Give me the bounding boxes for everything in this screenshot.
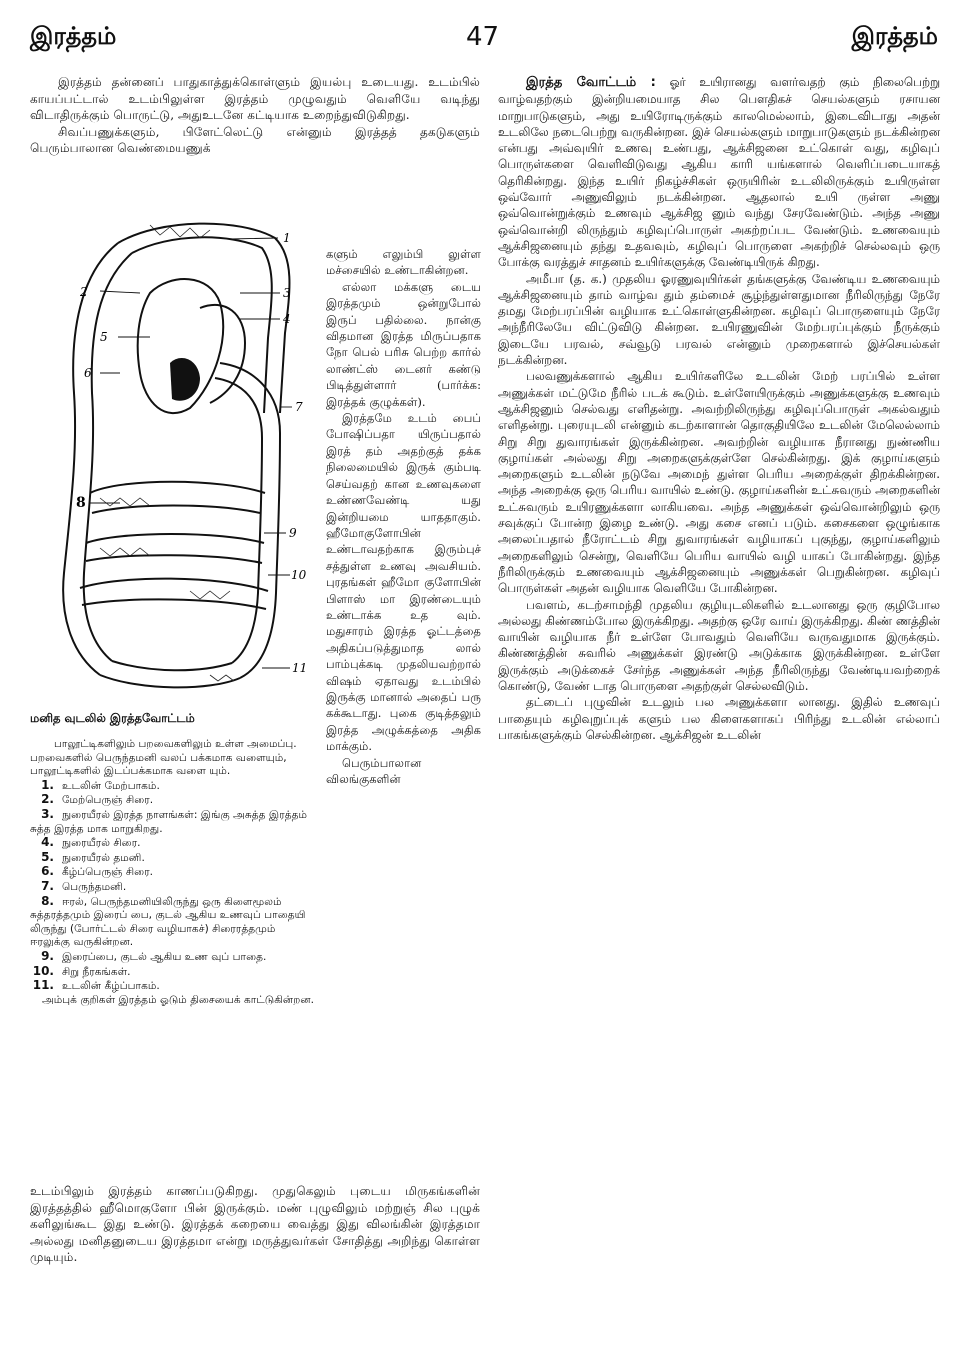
left-column-bottom [30, 1183, 480, 1266]
paragraph-text: ஓர் உயிரானது வளர்வதற் கும் நிலைபெற்று வாழ்வதற்கும் இன்றியமையாத சில பௌதிகச் செயல்களும் ரசாயன மாறுபாடுகளும், அது உயிரோடிருக்கும் காலமெல்லாம், இடைவிடாது அதன் உடலிலே நடைபெற்று வருகின்றன. இச் செயல்களும் மாறுபாடுகளும் நடக்கின்றன என்பது அவ்வுயிர் உணவு உண்பது, ஆக்சிஜனை உட்கொள் வது, கழிவுப் பொருள்களை வெளிவிடுவது ஆகிய காரி யங்களால் வெளிப்படையாகத் தெரிகின்றது. இந்த உயிர் நிகழ்ச்சிகள் ஒருயிரின் உடலிலிருக்கும் உயிருள்ள ஒவ்வோர் அணுவிலும் நடக்கின்றன. ஆதலால் உயி ருள்ள அணு ஒவ்வொன்றுக்கும் உணவும் ஆக்சிஜ னும் வந்து சேரவேண்டும். அந்த அணு ஒவ்வொன்றி லிருந்தும் கழிவுப்பொருள் அகற்றப்பட வேண்டும். உணவையும் ஆக்சிஜனையும் தந்து உதவவும், கழிவுப் பொருளை அகற்றிச் செல்லவும் ஒரு போக்கு வரத்துச் சாதனம் உயிர்களுக்கு வேண்டியிருக் கிறது. [498, 75, 941, 270]
liver-loop-bottom [92, 506, 260, 514]
lower-body-loop-inner [112, 661, 232, 670]
paragraph: சிவப்பணுக்களும், பிளேட்லெட்டு என்னும் இரத்தத் தகடுகளும் பெரும்பாலான வெண்மையணுக் [30, 124, 480, 156]
fig-label-1: 1 [283, 231, 291, 245]
fig-label-3: 3 [283, 286, 291, 300]
fig-label-10: 10 [291, 568, 307, 582]
paragraph: களும் எலும்பி லுள்ள மச்சையில் உண்டாகின்றன. [326, 247, 481, 278]
left-column-intro [30, 74, 480, 157]
legend-item [30, 865, 318, 880]
paragraph: இரத்தமே உடம் பைப் போஷிப்பதா யிருப்பதால் இரத் தம் அதற்குத் தக்க நிலைமையில் இருக் கும்படி செய்வதற் கான உணவுகளை உண்ணவேண்டி யது இன்றியமை யாததாகும். ஹீமோகுளோபின் உண்டாவதற்காக இரும்புச் சத்துள்ள உணவு அவசியம். புரதங்கள் ஹீமோ குளோபின் பிளாஸ் மா இரண்டையும் உண்டாக்க உத வும். மதுசாரம் இரத்த ஓட்டத்தை அதிகப்படுத்துமாத லால் பாம்புக்கடி முதலியவற்றால் விஷம் ஏதாவது உடம்பில் இருக்கு மானால் அதைப் பரு கக்கூடாது. புகை குடித்தலும் இரத்த அழுக்கத்தை அதிக மாக்கும். [326, 411, 481, 754]
legend-num: 2. [41, 792, 54, 807]
legend-num: 3. [41, 806, 54, 821]
running-head-right: இரத்தம் [851, 22, 938, 50]
legend-text: பெருந்தமனி. [62, 880, 127, 893]
legend-text: நுரையீரல் சிரை. [62, 837, 141, 850]
fig-label-6: 6 [84, 366, 92, 380]
legend-text: ஈரல், பெருந்தமனியிலிருந்து ஒரு கிளைமூலம் சுத்தரத்தமும் இரைப் பை, குடல் ஆகிய உணவுப் பாதையி லிருந்து (போர்ட்டல் சிரை வழியாகச்) சிரைரத்தமும் ஈரலுக்கு வருகின்றன. [30, 895, 306, 949]
legend-list [30, 779, 318, 994]
legend-item [30, 965, 318, 980]
legend-num: 11. [32, 978, 54, 993]
capillary-upper [150, 225, 210, 238]
legend-num: 9. [41, 948, 54, 963]
paragraph: இரத்தம் தன்னைப் பாதுகாத்துக்கொள்ளும் இயல்பு உடையது. உடம்பில் காயப்பட்டால் உடம்பிலுள்ள இரத்தம் முழுவதும் வெளியே வடிந்து விடாதிருக்கும் பொருட்டு, அதுஉடனே கட்டியாக உறைந்துவிடுகிறது. [30, 75, 480, 123]
fig-label-9: 9 [289, 526, 297, 540]
left-column-wrap [326, 246, 481, 787]
intestine-loop-top [86, 534, 264, 543]
legend-item [30, 793, 318, 808]
vessel-upper-inner [132, 237, 272, 413]
fig-label-5: 5 [100, 330, 108, 344]
paragraph: அமீபா (த. க.) முதலிய ஓரணுவுயிர்கள் தங்களுக்கு வேண்டிய உணவையும் ஆக்சிஜனையும் தாம் வாழ்வ தும் தம்மைச் சூழ்ந்துள்ளதுமான நீரிலிருந்து நேரே தமது மேற்பரப்பின் வழியாக உட்கொள்ளுகின்றன. கழிவுப் பொருளையும் நேரே அந்நீரிலேயே விட்டுவிடு கின்றன. உயிரணுவின் மேற்பரப்புக்கும் நீருக்கும் இடையே பரவல், சவ்வூடு பரவல் என்னும் முறைகளால் இச்செயல்கள் நடக்கின்றன. [498, 271, 940, 368]
fig-label-4: 4 [283, 312, 291, 326]
liver-loop-top [90, 482, 265, 493]
legend-num: 8. [41, 893, 54, 908]
lower-body-loop [100, 675, 240, 687]
legend-item [30, 851, 318, 866]
figure-caption: மனித வுடலில் இரத்தவோட்டம் [30, 711, 195, 725]
legend-text: கீழ்ப்பெருஞ் சிரை. [62, 866, 154, 879]
fig-label-7: 7 [295, 400, 303, 414]
legend-num: 10. [32, 963, 54, 978]
legend-text: உடலின் மேற்பாகம். [62, 779, 160, 792]
leader-line [230, 238, 278, 239]
paragraph: தட்டைப் புழுவின் உடலும் பல அணுக்களா லானது. இதில் உணவுப் பாதையும் கழிவுறுப்புக் களும் பல கிளைகளாகப் பிரிந்து உடலின் எல்லாப் பாகங்களுக்கும் செல்கின்றன. ஆக்சிஜன் உடலின் [498, 695, 940, 742]
legend-num: 1. [41, 777, 54, 792]
legend-item [30, 895, 318, 950]
paragraph: உடம்பிலும் இரத்தம் காணப்படுகிறது. முதுகெலும் புடைய மிருகங்களின் இரத்தத்தில் ஹீமொகுளோ பின் இருக்கும். மண் புழுவிலும் மற்றுஞ் சில புழுக் களிலுங்கூட இது உண்டு. இரத்தக் கறையை வைத்து இது விலங்கின் இரத்தமா அல்லது மனிதனுடைய இரத்தமா என்று மருத்துவர்கள் சோதித்து அறிந்து கொள்ள முடியும். [30, 1184, 480, 1265]
vessel-left-outer [63, 243, 118, 675]
fig-label-2: 2 [80, 285, 88, 299]
legend-text: நுரையீரல் தமனி. [62, 851, 145, 864]
fig-label-8: 8 [76, 495, 86, 511]
legend-text: நுரையீரல் இரத்த நாளங்கள்: இங்கு அசுத்த இரத்தம் சுத்த இரத்த மாக மாறுகிறது. [30, 808, 308, 835]
circulation-diagram-svg [40, 213, 320, 703]
intestine-loop-bottom [86, 555, 262, 563]
capillary-kidney [190, 591, 230, 599]
legend-intro: பாலூட்டிகளிலும் பறவைகளிலும் உள்ள அமைப்பு. பறவைகளில் பெருந்தமனி வலப் பக்கமாக வளையும், பாலூட்டிகளில் இடப்பக்கமாக வளை யும். [30, 738, 297, 778]
legend-item [30, 836, 318, 851]
legend-text: மேற்பெருஞ் சிரை. [62, 794, 154, 807]
figure-legend [30, 738, 318, 1007]
legend-item [30, 950, 318, 965]
paragraph: பெரும்பாலான விலங்குகளின் [326, 755, 422, 786]
paragraph: எல்லா மக்களு டைய இரத்தமும் ஒன்றுபோல் இருப் பதில்லை. நான்கு விதமான இரத்த மிருப்பதாக நோ பெல் பரிசு பெற்ற கார்ல் லாண்ட்ஸ் டைனர் கண்டு பிடித்துள்ளார் (பார்க்க: இரத்தக் குழுக்கள்). [326, 279, 481, 409]
legend-text: இரைப்பை, குடல் ஆகிய உண வுப் பாதை. [62, 950, 267, 963]
capillary-liver [100, 498, 150, 506]
kidney-loop-bottom [82, 599, 266, 609]
legend-outro: அம்புக் குறிகள் இரத்தம் ஓடும் திசையைக் காட்டுகின்றன. [42, 993, 315, 1006]
paragraph: பலவணுக்களால் ஆகிய உயிர்களிலே உடலின் மேற் பரப்பில் உள்ள அணுக்கள் மட்டுமே நீரில் படக் கூடும். உள்ளேயிருக்கும் அணுக்களுக்கு உணவும் ஆக்சிஜனும் செல்வது எளிதன்று. அவற்றிலிருந்து கழிவுப்பொருள் அகல்வதும் எளிதன்று. புரையுடலி என்னும் கடற்காளான் தொகுதியிலே உடலின் மேலெல்லாம் சிறு சிறு துவாரங்கள் இருக்கின்றன. அவற்றின் வழியாக நீரானது நுண்ணிய குழாய்கள் அல்லது சிறு அறைகளுக்குள்ளே செல்கின்றது. இக் குழாய்களும் அறைகளும் உடலின் நடுவே அமைந் துள்ள பெரிய அறைக்குள் திறக்கின்றன. அந்த அறைக்கு ஒரு பெரிய வாயில் உண்டு. குழாய்களின் உட்சுவரும் அறைகளின் உட்சுவரும் உயிரணுக்களா லாகியவை. அந்த அணுக்கள் ஒவ்வொன்றிலும் ஒரு சவுக்குப் போன்ற இழை உண்டு. அது கசை எனப் படும். கசைகளை ஒழுங்காக அலைப்பதால் நீரோட்டம் சிறு துவாரங்கள் வழியாகப் புகுந்து, குழாய்களிலும் அறைகளிலும் சென்று, வெளியே பெரிய வாயில் வழி யாகப் போகின்றது. இந்த நீரிலிருக்கும் உணவையும் ஆக்சிஜனையும் அணுக்கள் பெறுகின்றன. கழிவுப் பொருள்கள் அதன் வழியாக வெளியே போகின்றன. [498, 369, 940, 596]
fig-label-11: 11 [292, 661, 308, 675]
legend-num: 5. [41, 849, 54, 864]
legend-num: 7. [41, 878, 54, 893]
kidney-loop-top [80, 579, 268, 591]
legend-item [30, 880, 318, 895]
legend-text: உடலின் கீழ்ப்பாகம். [62, 980, 160, 993]
aorta-outer [220, 363, 280, 678]
legend-num: 6. [41, 864, 54, 879]
right-column [498, 74, 940, 743]
heart-chamber [170, 358, 200, 401]
aorta-inner [215, 378, 262, 663]
circulation-diagram [40, 213, 320, 703]
legend-text: சிறு நீரகங்கள். [62, 965, 131, 978]
paragraph: பவளம், கடற்சாமந்தி முதலிய குழியுடலிகளில் உடலானது ஒரு குழிபோல அல்லது கிண்ணம்போல இருக்கிறது. அதற்கு ஒரே வாய் இருக்கிறது. கிண் ணத்தின் வாயின் வழியாக நீர் உள்ளே போவதும் வெளியே வருவதுமாக இருக்கும். கிண்ணத்தின் சுவரில் அணுக்கள் இரண்டு அடுக்காக இருக்கின்றன. உள்ளே இருக்கும் அடுக்கைச் சேர்ந்த அணுக்கள் அந்த நீரிலிருந்து வேண்டியவற்றைக் கொண்டு, வேண் டாத பொருளை அதற்குள் செல்லவிடும். [498, 597, 940, 693]
paragraph [498, 74, 940, 271]
page-number: 47 [466, 22, 500, 52]
running-head-left: இரத்தம் [30, 22, 117, 50]
legend-item [30, 779, 318, 794]
capillary-lower [210, 675, 234, 681]
legend-item [30, 808, 318, 836]
legend-item [30, 979, 318, 994]
legend-num: 4. [41, 835, 54, 850]
section-heading: இரத்த வோட்டம் : [526, 75, 656, 90]
